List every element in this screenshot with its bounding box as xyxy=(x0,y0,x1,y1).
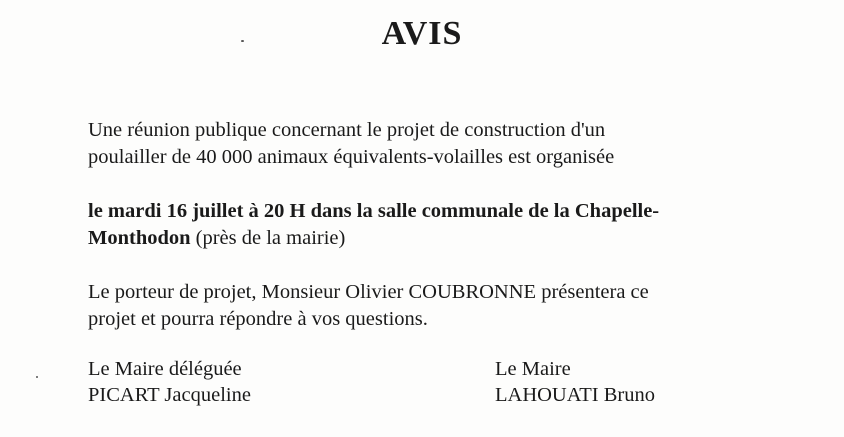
notice-title: AVIS xyxy=(381,15,463,52)
presenter-line-2: projet et pourra répondre à vos questions. xyxy=(88,308,428,330)
left-signatory-role: Le Maire déléguée xyxy=(88,358,242,380)
right-signatory-name: LAHOUATI Bruno xyxy=(495,384,655,406)
meeting-place-note: (près de la mairie) xyxy=(190,227,346,249)
presenter-line-1: Le porteur de projet, Monsieur Olivier COUBRONNE présentera ce xyxy=(88,281,649,303)
left-signatory-name: PICART Jacqueline xyxy=(88,384,251,406)
meeting-date-line-2 xyxy=(88,225,345,251)
meeting-date-line-1: le mardi 16 juillet à 20 H dans la salle communale de la Chapelle- xyxy=(88,200,660,222)
scan-speck xyxy=(36,376,38,378)
meeting-place-bold: Monthodon xyxy=(88,227,191,249)
intro-line-2: poulailler de 40 000 animaux équivalents-volailles est organisée xyxy=(88,146,615,168)
right-signatory-role: Le Maire xyxy=(495,358,571,380)
scan-speck xyxy=(241,40,244,42)
intro-line-1: Une réunion publique concernant le projet de construction d'un xyxy=(88,119,606,141)
